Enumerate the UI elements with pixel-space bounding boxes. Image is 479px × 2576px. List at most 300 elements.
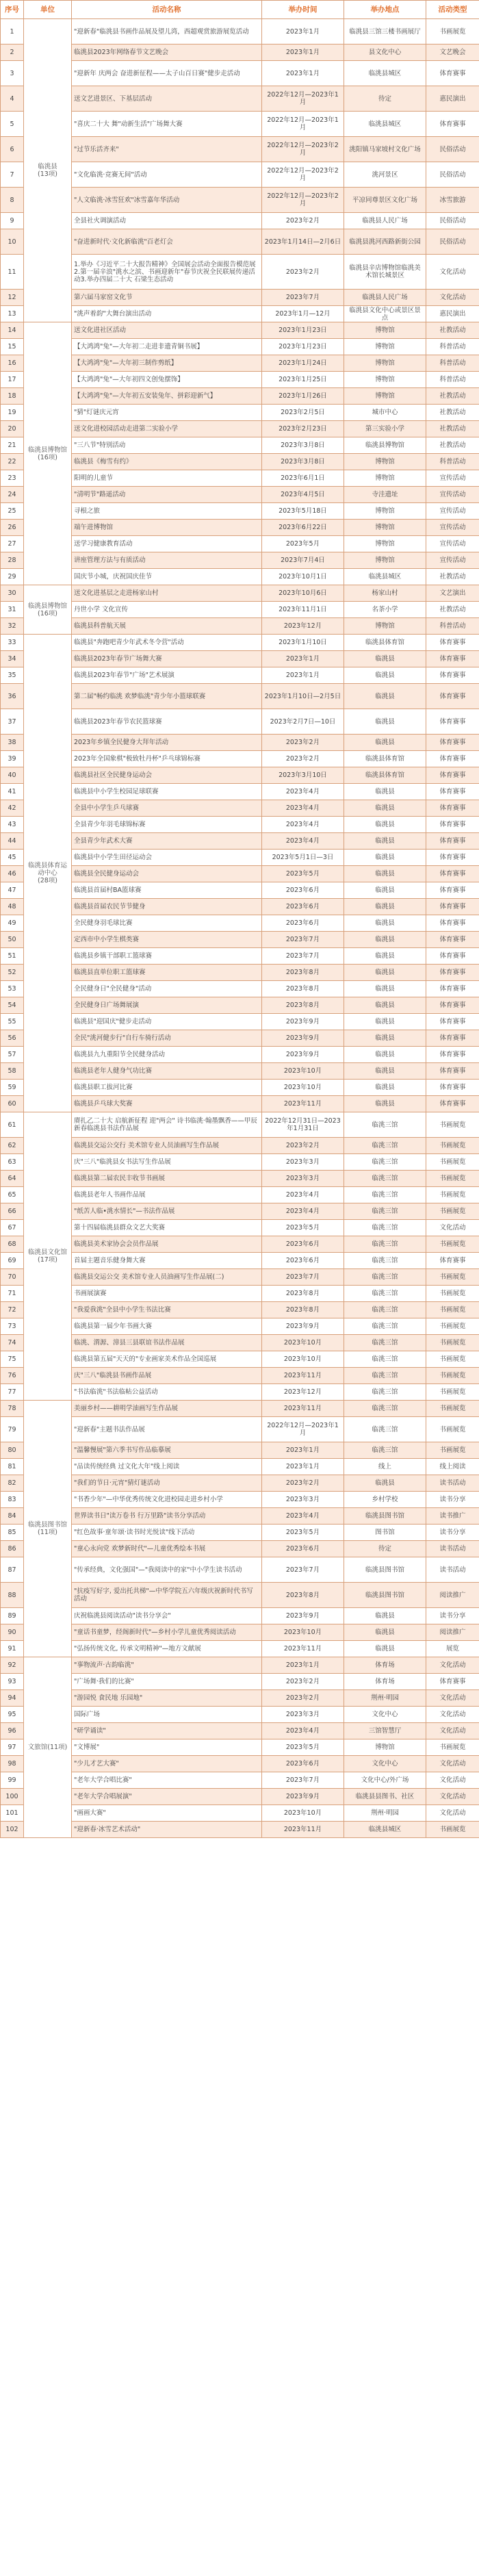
event-type: 体育赛事 bbox=[426, 833, 479, 850]
row-number: 32 bbox=[1, 618, 24, 635]
row-number: 36 bbox=[1, 684, 24, 709]
row-number: 69 bbox=[1, 1253, 24, 1269]
event-type: 书画展览 bbox=[426, 1138, 479, 1154]
event-time: 2023年2月 bbox=[262, 751, 344, 767]
event-type: 文化活动 bbox=[426, 1789, 479, 1805]
event-time: 2023年10月 bbox=[262, 1351, 344, 1368]
event-type: 体育赛事 bbox=[426, 751, 479, 767]
event-time: 2023年3月 bbox=[262, 1171, 344, 1187]
table-row bbox=[1, 1756, 479, 1772]
row-number: 57 bbox=[1, 1047, 24, 1063]
row-number: 88 bbox=[1, 1583, 24, 1608]
row-number: 79 bbox=[1, 1417, 24, 1442]
row-number: 90 bbox=[1, 1624, 24, 1641]
event-type: 社教活动 bbox=[426, 388, 479, 405]
event-name: "人文临洮·冰雪狂欢"冰雪嘉年华活动 bbox=[72, 188, 262, 213]
table-row bbox=[1, 487, 479, 503]
event-name: 临洮县"迎国庆"健步走活动 bbox=[72, 1014, 262, 1030]
event-type: 科普活动 bbox=[426, 355, 479, 372]
event-time: 2022年12月—2023年2月 bbox=[262, 162, 344, 188]
event-place: 临洮三馆 bbox=[344, 1269, 426, 1286]
row-number: 16 bbox=[1, 355, 24, 372]
event-name: 国庆节小城，庆祝国庆佳节 bbox=[72, 569, 262, 585]
row-number: 70 bbox=[1, 1269, 24, 1286]
event-type: 阅读推广 bbox=[426, 1624, 479, 1641]
event-name: "迎新春"临洮县书画作品展及望儿湾，西超观赏旅游展览活动 bbox=[72, 19, 262, 44]
event-name: 临洮县交运公交 美术馆专业人员油画写生作品展(二) bbox=[72, 1269, 262, 1286]
event-place: 县文化中心 bbox=[344, 44, 426, 61]
table-row bbox=[1, 86, 479, 112]
row-number: 37 bbox=[1, 709, 24, 735]
event-place: 临洮县 bbox=[344, 899, 426, 915]
event-time: 2023年1月10日—2月5日 bbox=[262, 684, 344, 709]
table-row bbox=[1, 817, 479, 833]
event-type: 体育赛事 bbox=[426, 112, 479, 137]
event-time: 2023年9月 bbox=[262, 1318, 344, 1335]
row-number: 83 bbox=[1, 1492, 24, 1508]
event-name: 临洮县中小学生校园足球联赛 bbox=[72, 784, 262, 800]
event-place: 临洮县图书馆 bbox=[344, 1508, 426, 1525]
event-place: 临洮县辛店博物馆临洮美术馆长城景区 bbox=[344, 255, 426, 290]
event-name: "品读传统经典 过文化大年"线上阅读 bbox=[72, 1459, 262, 1475]
event-time: 2023年12月 bbox=[262, 1384, 344, 1401]
row-number: 25 bbox=[1, 503, 24, 520]
row-number: 21 bbox=[1, 437, 24, 454]
event-name: 美丽乡村——耕明学油画写生作品展 bbox=[72, 1401, 262, 1417]
event-place: 博物馆 bbox=[344, 454, 426, 470]
event-type: 体育赛事 bbox=[426, 735, 479, 751]
event-place: 杨家山村 bbox=[344, 585, 426, 602]
row-number: 20 bbox=[1, 421, 24, 437]
unit-cell: 临洮县博物馆 (16项) bbox=[24, 585, 72, 635]
event-type: 宣传活动 bbox=[426, 536, 479, 552]
row-number: 91 bbox=[1, 1641, 24, 1657]
event-time: 2023年3月 bbox=[262, 1492, 344, 1508]
event-time: 2022年12月—2023年1月 bbox=[262, 1417, 344, 1442]
event-name: 临洮县中小学生田径运动会 bbox=[72, 850, 262, 866]
event-name: "少儿才艺大赛" bbox=[72, 1756, 262, 1772]
event-time: 2023年10月1日 bbox=[262, 569, 344, 585]
event-time: 2023年8月 bbox=[262, 1286, 344, 1302]
row-number: 81 bbox=[1, 1459, 24, 1475]
row-number: 3 bbox=[1, 61, 24, 86]
event-type: 书画展览 bbox=[426, 1112, 479, 1138]
row-number: 35 bbox=[1, 667, 24, 684]
event-place: 城市中心 bbox=[344, 405, 426, 421]
event-name: "迎新春·冰雪艺术活动" bbox=[72, 1822, 262, 1838]
event-name: "弘扬传统文化, 传承文明精神"—地方文献展 bbox=[72, 1641, 262, 1657]
event-time: 2023年11月 bbox=[262, 1822, 344, 1838]
event-name: 【大鸿鸿"兔"—大年初四文创兔摆饰】 bbox=[72, 372, 262, 388]
event-place: 第三实验小学 bbox=[344, 421, 426, 437]
event-name: "书香少年"—中华优秀传统文化进校园走进乡村小学 bbox=[72, 1492, 262, 1508]
event-time: 2023年4月5日 bbox=[262, 487, 344, 503]
row-number: 11 bbox=[1, 255, 24, 290]
row-number: 93 bbox=[1, 1674, 24, 1690]
row-number: 22 bbox=[1, 454, 24, 470]
event-name: 送文化进社区活动 bbox=[72, 322, 262, 339]
table-row bbox=[1, 552, 479, 569]
table-row bbox=[1, 1335, 479, 1351]
table-row bbox=[1, 1220, 479, 1236]
table-row bbox=[1, 1475, 479, 1492]
event-type: 文化活动 bbox=[426, 1220, 479, 1236]
event-name: 临洮县首届农民节节健身 bbox=[72, 899, 262, 915]
event-time: 2023年2月5日 bbox=[262, 405, 344, 421]
event-time: 2023年4月 bbox=[262, 1203, 344, 1220]
event-type: 体育赛事 bbox=[426, 1030, 479, 1047]
event-place: 博物馆 bbox=[344, 372, 426, 388]
event-time: 2022年12月—2023年2月 bbox=[262, 188, 344, 213]
event-name: "事物流声·古韵临洮" bbox=[72, 1657, 262, 1674]
event-place: 临洮县 bbox=[344, 1030, 426, 1047]
event-time: 2023年10月 bbox=[262, 1063, 344, 1080]
event-type: 体育赛事 bbox=[426, 1047, 479, 1063]
table-row bbox=[1, 602, 479, 618]
event-place: 临洮三馆 bbox=[344, 1220, 426, 1236]
event-type: 书画展览 bbox=[426, 1171, 479, 1187]
event-name: 庆祝临洮县阅读活动"读书分享会" bbox=[72, 1608, 262, 1624]
event-place: 临洮县 bbox=[344, 981, 426, 997]
event-place: 博物馆 bbox=[344, 388, 426, 405]
header-time: 举办时间 bbox=[262, 1, 344, 19]
event-name: "老年大学合唱比赛" bbox=[72, 1772, 262, 1789]
row-number: 29 bbox=[1, 569, 24, 585]
event-time: 2022年12月—2023年2月 bbox=[262, 137, 344, 162]
event-place: 寺洼遗址 bbox=[344, 487, 426, 503]
event-place: 临洮三馆 bbox=[344, 1171, 426, 1187]
row-number: 49 bbox=[1, 915, 24, 932]
event-time: 2023年3月 bbox=[262, 1707, 344, 1723]
row-number: 77 bbox=[1, 1384, 24, 1401]
row-number: 12 bbox=[1, 290, 24, 306]
event-name: 临洮县第二届农民丰收节书画展 bbox=[72, 1171, 262, 1187]
table-row bbox=[1, 997, 479, 1014]
row-number: 100 bbox=[1, 1789, 24, 1805]
event-type: 体育赛事 bbox=[426, 850, 479, 866]
table-row bbox=[1, 44, 479, 61]
row-number: 99 bbox=[1, 1772, 24, 1789]
event-time: 2023年5月 bbox=[262, 536, 344, 552]
event-time: 2023年1月24日 bbox=[262, 355, 344, 372]
event-name: 全县社火调演活动 bbox=[72, 213, 262, 229]
event-time: 2023年6月 bbox=[262, 1253, 344, 1269]
event-type: 体育赛事 bbox=[426, 882, 479, 899]
event-name: "老年大学合唱展演" bbox=[72, 1789, 262, 1805]
event-time: 2023年1月 bbox=[262, 667, 344, 684]
row-number: 85 bbox=[1, 1525, 24, 1541]
event-name: "洮声着韵"大舞台演出活动 bbox=[72, 306, 262, 322]
row-number: 74 bbox=[1, 1335, 24, 1351]
event-place: 临洮县博物馆 bbox=[344, 437, 426, 454]
event-place: 文化中心 bbox=[344, 1707, 426, 1723]
event-type: 线上阅读 bbox=[426, 1459, 479, 1475]
event-time: 2023年6月1日 bbox=[262, 470, 344, 487]
event-type: 展览 bbox=[426, 1641, 479, 1657]
event-type: 文化活动 bbox=[426, 290, 479, 306]
row-number: 95 bbox=[1, 1707, 24, 1723]
event-time: 2023年1月 bbox=[262, 44, 344, 61]
event-place: 临洮三馆 bbox=[344, 1417, 426, 1442]
event-time: 2023年5月1日—3日 bbox=[262, 850, 344, 866]
row-number: 87 bbox=[1, 1557, 24, 1583]
table-row bbox=[1, 635, 479, 651]
table-row bbox=[1, 1608, 479, 1624]
table-row bbox=[1, 1063, 479, 1080]
table-row bbox=[1, 1690, 479, 1707]
event-time: 2023年6月 bbox=[262, 1236, 344, 1253]
table-row bbox=[1, 1583, 479, 1608]
event-name: "童心永向党 欢梦新时代"—儿童优秀绘本书展 bbox=[72, 1541, 262, 1557]
event-name: 赓扎乙二十大 启航新征程 迎"两会" 诗书临洮·翰墨飘香——甲辰新春临洮县书法作品展 bbox=[72, 1112, 262, 1138]
event-place: 临洮县 bbox=[344, 1047, 426, 1063]
row-number: 89 bbox=[1, 1608, 24, 1624]
event-place: 荆州·明园 bbox=[344, 1805, 426, 1822]
event-name: 端午进博物馆 bbox=[72, 520, 262, 536]
row-number: 46 bbox=[1, 866, 24, 882]
event-time: 2023年1月23日 bbox=[262, 322, 344, 339]
row-number: 13 bbox=[1, 306, 24, 322]
event-type: 文化活动 bbox=[426, 1657, 479, 1674]
event-name: 临洮县老年人健身气功比赛 bbox=[72, 1063, 262, 1080]
table-row bbox=[1, 1492, 479, 1508]
event-place: 临洮县 bbox=[344, 667, 426, 684]
event-place: 临洮县体育馆 bbox=[344, 635, 426, 651]
event-place: 临洮三馆 bbox=[344, 1384, 426, 1401]
event-name: 全民健身羽毛球比赛 bbox=[72, 915, 262, 932]
event-name: "我们的节日·元宵"猜灯谜活动 bbox=[72, 1475, 262, 1492]
event-time: 2023年11月 bbox=[262, 1401, 344, 1417]
row-number: 64 bbox=[1, 1171, 24, 1187]
event-time: 2023年7月 bbox=[262, 1772, 344, 1789]
event-type: 体育赛事 bbox=[426, 1063, 479, 1080]
event-type: 体育赛事 bbox=[426, 915, 479, 932]
event-place: 线上 bbox=[344, 1459, 426, 1475]
event-time: 2023年4月 bbox=[262, 1723, 344, 1739]
table-row bbox=[1, 735, 479, 751]
event-name: 临洮县老年人书画作品展 bbox=[72, 1187, 262, 1203]
table-row bbox=[1, 1641, 479, 1657]
table-row bbox=[1, 1624, 479, 1641]
event-name: 临洮县科普航天展 bbox=[72, 618, 262, 635]
row-number: 92 bbox=[1, 1657, 24, 1674]
event-type: 体育赛事 bbox=[426, 981, 479, 997]
event-time: 2023年6月 bbox=[262, 1756, 344, 1772]
event-place: 临洮三馆 bbox=[344, 1335, 426, 1351]
event-type: 读书活动 bbox=[426, 1557, 479, 1583]
event-place: 博物馆 bbox=[344, 339, 426, 355]
event-time: 2023年4月 bbox=[262, 1508, 344, 1525]
table-row bbox=[1, 1269, 479, 1286]
row-number: 23 bbox=[1, 470, 24, 487]
event-time: 2023年2月 bbox=[262, 1674, 344, 1690]
table-row bbox=[1, 1096, 479, 1112]
event-name: "我爱我洮"全县中小学生书法比赛 bbox=[72, 1302, 262, 1318]
event-place: 临洮县 bbox=[344, 735, 426, 751]
event-type: 体育赛事 bbox=[426, 709, 479, 735]
event-place: 临洮县图书馆 bbox=[344, 1583, 426, 1608]
event-place: 临洮县人民广场 bbox=[344, 213, 426, 229]
event-type: 惠民演出 bbox=[426, 86, 479, 112]
table-row bbox=[1, 709, 479, 735]
row-number: 34 bbox=[1, 651, 24, 667]
table-row bbox=[1, 137, 479, 162]
event-time: 2023年1月25日 bbox=[262, 372, 344, 388]
row-number: 59 bbox=[1, 1080, 24, 1096]
event-place: 博物馆 bbox=[344, 503, 426, 520]
event-type: 科普活动 bbox=[426, 372, 479, 388]
table-row bbox=[1, 965, 479, 981]
event-type: 体育赛事 bbox=[426, 784, 479, 800]
event-time: 2023年6月22日 bbox=[262, 520, 344, 536]
event-place: 临洮县洮河西路新街公园 bbox=[344, 229, 426, 255]
event-type: 书画展览 bbox=[426, 1401, 479, 1417]
event-type: 体育赛事 bbox=[426, 948, 479, 965]
table-row bbox=[1, 899, 479, 915]
event-place: 临洮县 bbox=[344, 997, 426, 1014]
event-time: 2023年1月 bbox=[262, 19, 344, 44]
table-row bbox=[1, 1302, 479, 1318]
row-number: 39 bbox=[1, 751, 24, 767]
event-place: 临洮县体育馆 bbox=[344, 767, 426, 784]
event-time: 2023年1月26日 bbox=[262, 388, 344, 405]
event-place: 体育场 bbox=[344, 1674, 426, 1690]
event-type: 书画展览 bbox=[426, 1286, 479, 1302]
event-time: 2023年2月 bbox=[262, 255, 344, 290]
event-type: 书画展览 bbox=[426, 1442, 479, 1459]
event-type: 书画展览 bbox=[426, 1236, 479, 1253]
event-name: 第十四届临洮县群众文艺大奖赛 bbox=[72, 1220, 262, 1236]
event-place: 临洮三馆 bbox=[344, 1187, 426, 1203]
event-name: 国际广场 bbox=[72, 1707, 262, 1723]
event-type: 读书活动 bbox=[426, 1541, 479, 1557]
event-place: 博物馆 bbox=[344, 552, 426, 569]
row-number: 86 bbox=[1, 1541, 24, 1557]
table-row bbox=[1, 162, 479, 188]
event-type: 体育赛事 bbox=[426, 61, 479, 86]
event-time: 2023年7月4日 bbox=[262, 552, 344, 569]
event-place: 临洮县 bbox=[344, 1096, 426, 1112]
event-time: 2022年12月31日—2023年1月31日 bbox=[262, 1112, 344, 1138]
event-name: "书法临洮"书法临帖公益活动 bbox=[72, 1384, 262, 1401]
event-type: 书画展览 bbox=[426, 1417, 479, 1442]
table-row bbox=[1, 339, 479, 355]
row-number: 33 bbox=[1, 635, 24, 651]
event-name: 临洮县第五届"天天的"专业画家美术作品全国巡展 bbox=[72, 1351, 262, 1368]
row-number: 2 bbox=[1, 44, 24, 61]
table-row bbox=[1, 800, 479, 817]
table-row bbox=[1, 1351, 479, 1368]
event-name: 庆"三八"临洮县女书法写生作品展 bbox=[72, 1154, 262, 1171]
event-place: 文化中心/外广场 bbox=[344, 1772, 426, 1789]
event-time: 2023年5月 bbox=[262, 1525, 344, 1541]
event-time: 2023年3月 bbox=[262, 1154, 344, 1171]
table-row bbox=[1, 1739, 479, 1756]
event-time: 2023年4月 bbox=[262, 784, 344, 800]
event-name: 【大鸿鸿"兔"—大年初五安装兔年、拼彩迎新气】 bbox=[72, 388, 262, 405]
table-row bbox=[1, 437, 479, 454]
event-name: 临洮县全民健身运动会 bbox=[72, 866, 262, 882]
table-row bbox=[1, 618, 479, 635]
table-row bbox=[1, 1138, 479, 1154]
row-number: 101 bbox=[1, 1805, 24, 1822]
event-type: 读书分享 bbox=[426, 1492, 479, 1508]
table-row bbox=[1, 1154, 479, 1171]
event-time: 2023年3月10日 bbox=[262, 767, 344, 784]
unit-cell: 文旅馆(11项) bbox=[24, 1657, 72, 1838]
row-number: 51 bbox=[1, 948, 24, 965]
table-row bbox=[1, 1508, 479, 1525]
event-name: 全民健身日广场舞展演 bbox=[72, 997, 262, 1014]
event-place: 临洮县 bbox=[344, 866, 426, 882]
event-name: 临洮县2023年春节广场舞大赛 bbox=[72, 651, 262, 667]
event-place: 临洮三馆 bbox=[344, 1112, 426, 1138]
event-place: 临洮县 bbox=[344, 932, 426, 948]
event-place: 临洮县县图书、社区 bbox=[344, 1789, 426, 1805]
event-type: 书画展览 bbox=[426, 1335, 479, 1351]
event-place: 洮阳镇马家坡村文化广场 bbox=[344, 137, 426, 162]
event-type: 宣传活动 bbox=[426, 503, 479, 520]
event-name: 临洮县职工拔河比赛 bbox=[72, 1080, 262, 1096]
row-number: 44 bbox=[1, 833, 24, 850]
row-number: 41 bbox=[1, 784, 24, 800]
event-type: 体育赛事 bbox=[426, 932, 479, 948]
table-row bbox=[1, 948, 479, 965]
event-time: 2023年2月 bbox=[262, 1138, 344, 1154]
event-place: 临洮县 bbox=[344, 1608, 426, 1624]
table-row bbox=[1, 1171, 479, 1187]
event-name: "游园悦 食民地 乐园地" bbox=[72, 1690, 262, 1707]
event-time: 2023年9月 bbox=[262, 1608, 344, 1624]
event-name: 临洮县2023年春节"广场"艺术展演 bbox=[72, 667, 262, 684]
event-type: 文化活动 bbox=[426, 255, 479, 290]
event-time: 2023年1月 bbox=[262, 1442, 344, 1459]
row-number: 54 bbox=[1, 997, 24, 1014]
event-name: 【大鸿鸿"兔"—大年初二走进非遗青铜书展】 bbox=[72, 339, 262, 355]
event-place: 博物馆 bbox=[344, 470, 426, 487]
row-number: 7 bbox=[1, 162, 24, 188]
table-row bbox=[1, 388, 479, 405]
table-row bbox=[1, 1047, 479, 1063]
row-number: 38 bbox=[1, 735, 24, 751]
event-type: 书画展览 bbox=[426, 1351, 479, 1368]
event-name: "奋进新时代·文化新临洮"百老灯会 bbox=[72, 229, 262, 255]
table-row bbox=[1, 112, 479, 137]
event-time: 2023年10月 bbox=[262, 1624, 344, 1641]
row-number: 24 bbox=[1, 487, 24, 503]
event-name: 临洮县交运公交行 美术馆专业人员油画写生作品展 bbox=[72, 1138, 262, 1154]
event-name: "迎新春"主题书法作品展 bbox=[72, 1417, 262, 1442]
event-place: 临洮县 bbox=[344, 1063, 426, 1080]
event-place: 临洮县三馆三楼书画展厅 bbox=[344, 19, 426, 44]
event-type: 文艺演出 bbox=[426, 585, 479, 602]
event-place: 荆州·明园 bbox=[344, 1690, 426, 1707]
table-row bbox=[1, 1557, 479, 1583]
event-name: 送文化进基层之走进杨家山村 bbox=[72, 585, 262, 602]
row-number: 31 bbox=[1, 602, 24, 618]
event-place: 临洮县图书馆 bbox=[344, 1557, 426, 1583]
unit-cell: 临洮县文化馆 (17项) bbox=[24, 1112, 72, 1401]
table-row bbox=[1, 536, 479, 552]
event-name: 临洮县九九重阳节全民健身活动 bbox=[72, 1047, 262, 1063]
event-type: 读书分享 bbox=[426, 1525, 479, 1541]
table-row bbox=[1, 1707, 479, 1723]
event-place: 临洮县 bbox=[344, 915, 426, 932]
event-name: 2023年全国象棋"极致牡丹杯"乒乓球锦标赛 bbox=[72, 751, 262, 767]
event-name: 送文艺进景区、下基层活动 bbox=[72, 86, 262, 112]
event-place: 临洮县 bbox=[344, 817, 426, 833]
event-type: 书画展览 bbox=[426, 1302, 479, 1318]
